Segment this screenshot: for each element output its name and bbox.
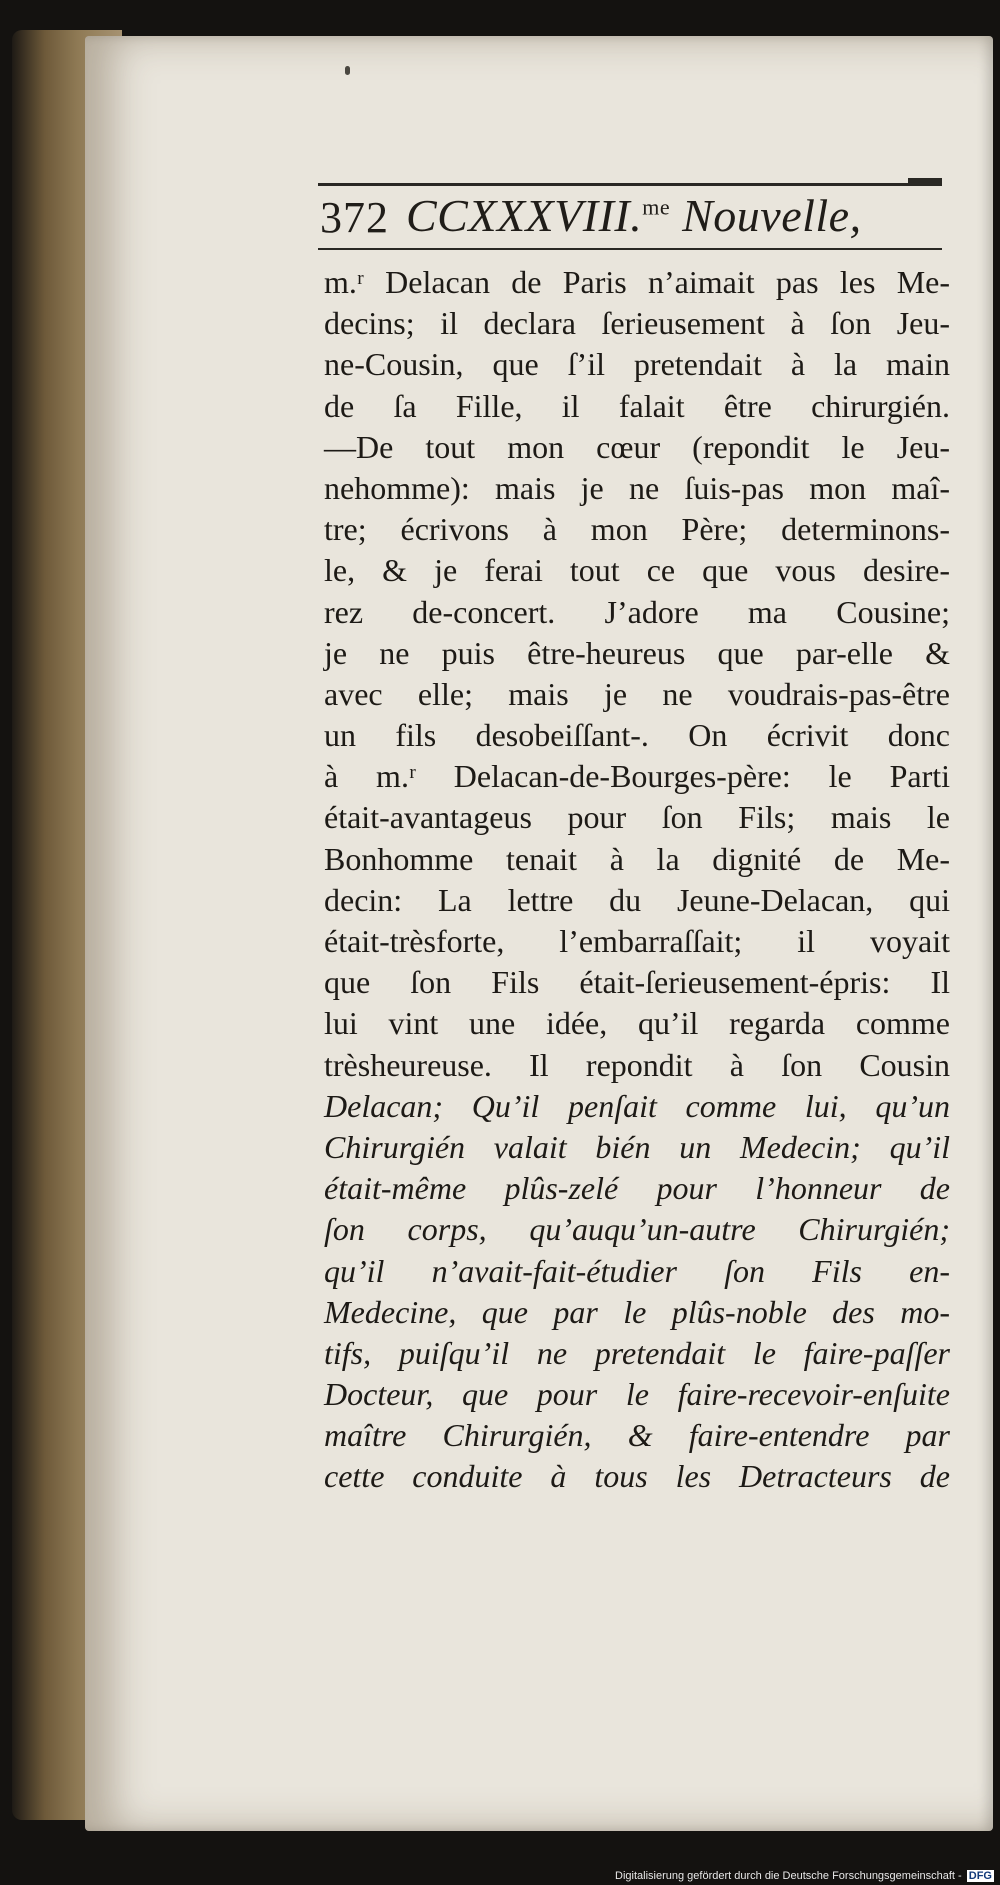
text-line: nehomme): mais je ne ſuis-pas mon maî- bbox=[324, 469, 950, 506]
text-line: cette conduite à tous les Detracteurs de bbox=[324, 1458, 950, 1495]
running-title-rest: Nouvelle, bbox=[670, 190, 862, 241]
text-line: avec elle; mais je ne voudrais-pas-être bbox=[324, 675, 950, 712]
text-line: tre; écrivons à mon Père; determinons- bbox=[324, 511, 950, 548]
text-line: Chirurgién valait bién un Medecin; qu’il bbox=[324, 1128, 950, 1165]
running-title-main: CCXXXVIII. bbox=[406, 190, 643, 241]
text-line: de ſa Fille, il falait être chirurgién. bbox=[324, 387, 950, 424]
running-title bbox=[406, 189, 862, 242]
text-line: rez de-concert. J’adore ma Cousine; bbox=[324, 593, 950, 630]
header-rule-bottom bbox=[318, 248, 942, 250]
text-line: qu’il n’avait-fait-étudier ſon Fils en- bbox=[324, 1252, 950, 1289]
text-line: decins; il declara ſerieusement à ſon Jeu- bbox=[324, 305, 950, 342]
running-header bbox=[318, 184, 942, 246]
text-line: à m.ʳ Delacan-de-Bourges-père: le Parti bbox=[324, 758, 950, 795]
text-line: —De tout mon cœur (repondit le Jeu- bbox=[324, 428, 950, 465]
text-line: était-avantageus pour ſon Fils; mais le bbox=[324, 799, 950, 836]
text-line: decin: La lettre du Jeune-Delacan, qui bbox=[324, 881, 950, 918]
digitization-credit bbox=[615, 1870, 994, 1882]
dfg-logo: DFG bbox=[968, 1870, 992, 1882]
credit-text: Digitalisierung gefördert durch die Deutsche Forschungsgemeinschaft - bbox=[615, 1870, 962, 1882]
text-line: lui vint une idée, qu’il regarda comme bbox=[324, 1005, 950, 1042]
page-number: 372 bbox=[320, 193, 389, 242]
text-line: était-même plûs-zelé pour l’honneur de bbox=[324, 1170, 950, 1207]
text-line: ne-Cousin, que ſ’il pretendait à la main bbox=[324, 346, 950, 383]
ink-speck bbox=[345, 66, 350, 75]
text-line: ſon corps, qu’auqu’un-autre Chirurgién; bbox=[324, 1211, 950, 1248]
text-line: le, & je ferai tout ce que vous desire- bbox=[324, 552, 950, 589]
body-text bbox=[324, 262, 950, 1498]
text-line: trèsheureuse. Il repondit à ſon Cousin bbox=[324, 1046, 950, 1083]
running-title-sup: me bbox=[642, 194, 671, 220]
text-line: Bonhomme tenait à la dignité de Me- bbox=[324, 840, 950, 877]
text-line: je ne puis être-heureus que par-elle & bbox=[324, 634, 950, 671]
text-line: Medecine, que par le plûs-noble des mo- bbox=[324, 1293, 950, 1330]
text-line: était-trèsforte, l’embarraſſait; il voyait bbox=[324, 923, 950, 959]
text-line: m.ʳ Delacan de Paris n’aimait pas les Me- bbox=[324, 264, 950, 300]
text-line: Docteur, que pour le faire-recevoir-enſuite bbox=[324, 1376, 950, 1413]
text-line: que ſon Fils était-ſerieusement-épris: Il bbox=[324, 964, 950, 1001]
text-line: Delacan; Qu’il penſait comme lui, qu’un bbox=[324, 1087, 950, 1124]
text-line: un fils desobeiſſant-. On écrivit donc bbox=[324, 717, 950, 754]
text-line: maître Chirurgién, & faire-entendre par bbox=[324, 1417, 950, 1454]
text-line: tifs, puiſqu’il ne pretendait le faire-paſſer bbox=[324, 1334, 950, 1371]
